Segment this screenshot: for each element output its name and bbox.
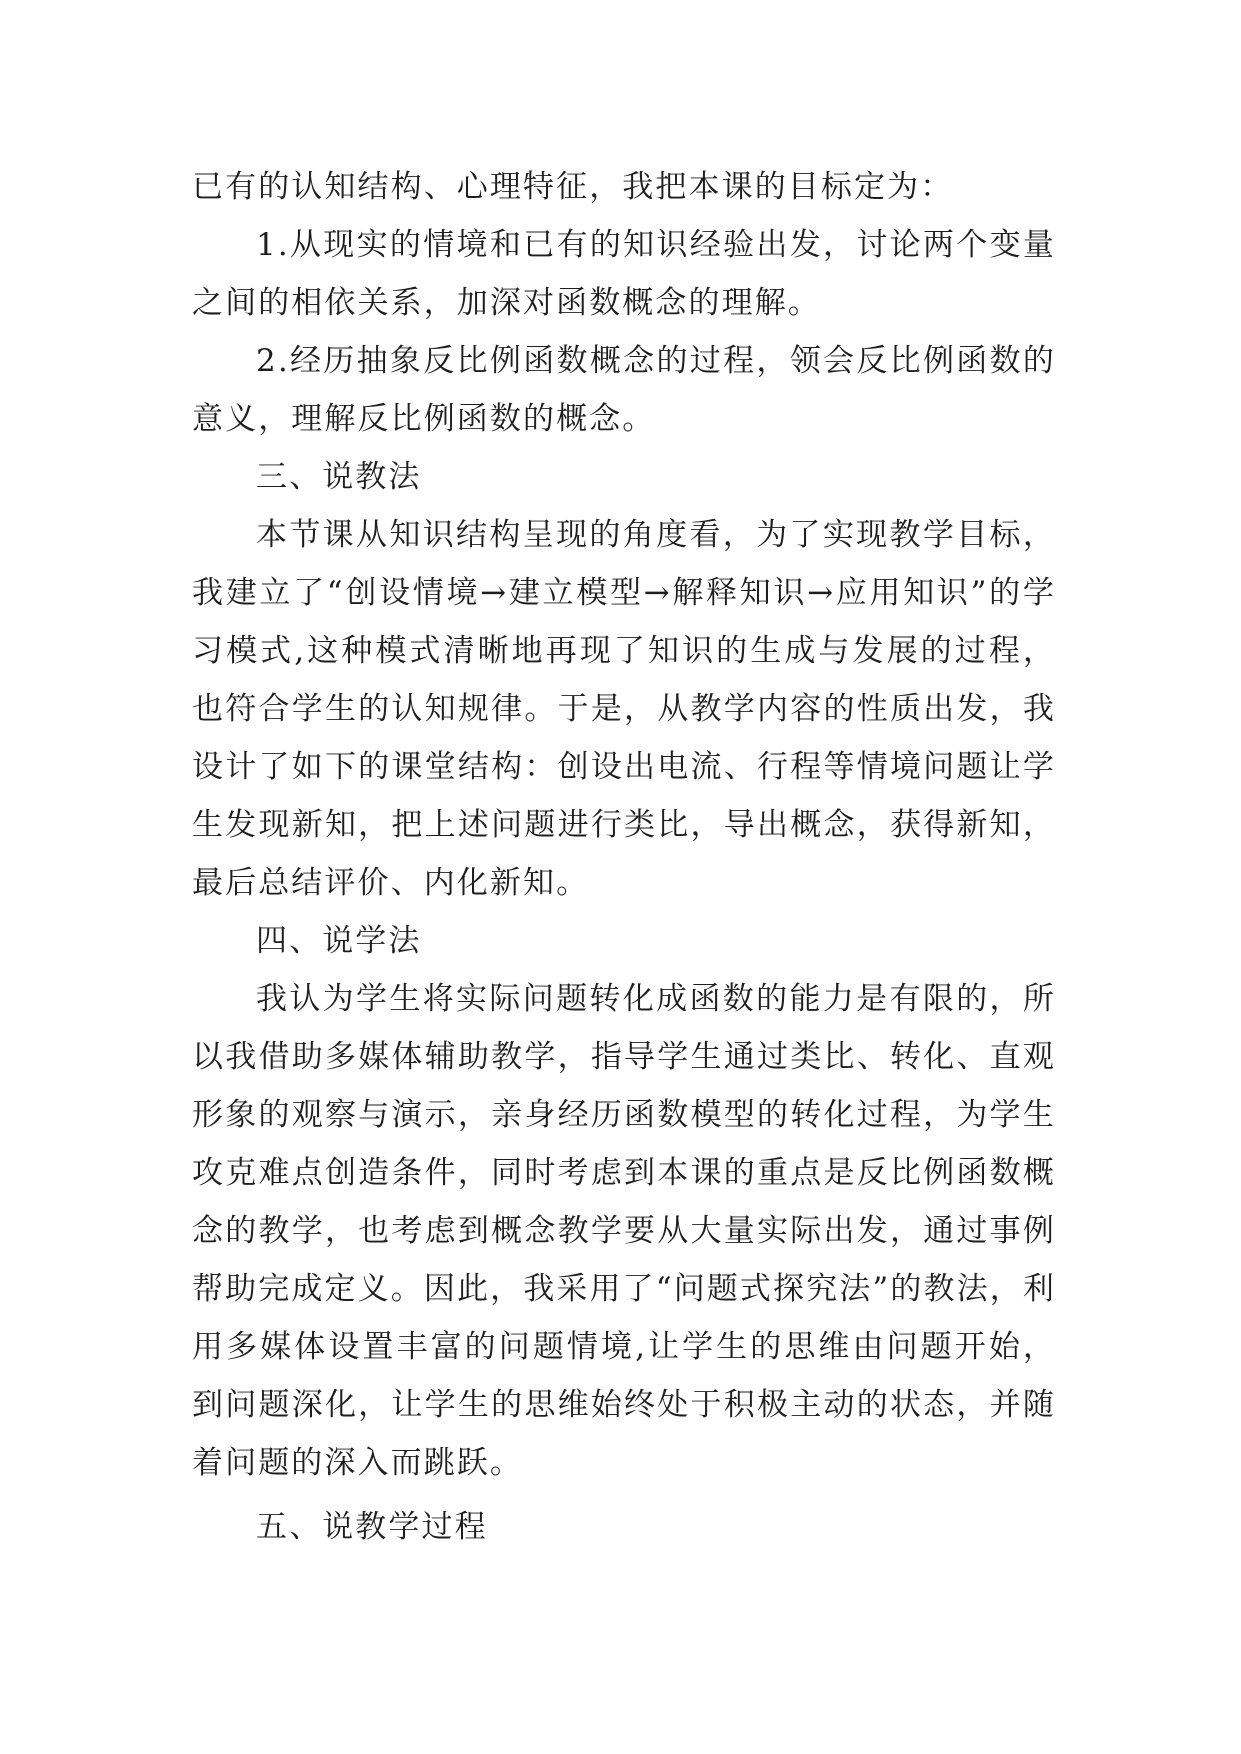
section-heading-teaching-method: 三、说教法 xyxy=(256,459,422,495)
paragraph-objectives-intro: 已有的认知结构、心理特征，我把本课的目标定为： xyxy=(192,169,954,205)
paragraph-objective-2: 2.经历抽象反比例函数概念的过程，领会反比例函数的意义，理解反比例函数的概念。 xyxy=(192,343,1056,437)
paragraph-objective-1: 1.从现实的情境和已有的知识经验出发，讨论两个变量之间的相依关系，加深对函数概念的理解。 xyxy=(192,227,1056,321)
paragraph-learning-method: 我认为学生将实际问题转化成函数的能力是有限的，所以我借助多媒体辅助教学，指导学生通过类比、转化、直观形象的观察与演示，亲身经历函数模型的转化过程，为学生攻克难点创造条件，同时考虑到本课的重点是反比例函数概念的教学，也考虑到概念教学要从大量实际出发，通过事例帮助完成定义。因此，我采用了“问题式探究法”的教法，利用多媒体设置丰富的问题情境,让学生的思维由问题开始，到问题深化，让学生的思维始终处于积极主动的状态，并随着问题的深入而跳跃。 xyxy=(192,981,1056,1481)
section-heading-teaching-process: 五、说教学过程 xyxy=(256,1509,488,1545)
document-body xyxy=(192,158,1056,1556)
section-heading-learning-method: 四、说学法 xyxy=(256,923,422,959)
paragraph-teaching-method: 本节课从知识结构呈现的角度看，为了实现教学目标，我建立了“创设情境→建立模型→解释知识→应用知识”的学习模式,这种模式清晰地再现了知识的生成与发展的过程，也符合学生的认知规律。于是，从教学内容的性质出发，我设计了如下的课堂结构：创设出电流、行程等情境问题让学生发现新知，把上述问题进行类比，导出概念，获得新知，最后总结评价、内化新知。 xyxy=(192,517,1056,901)
